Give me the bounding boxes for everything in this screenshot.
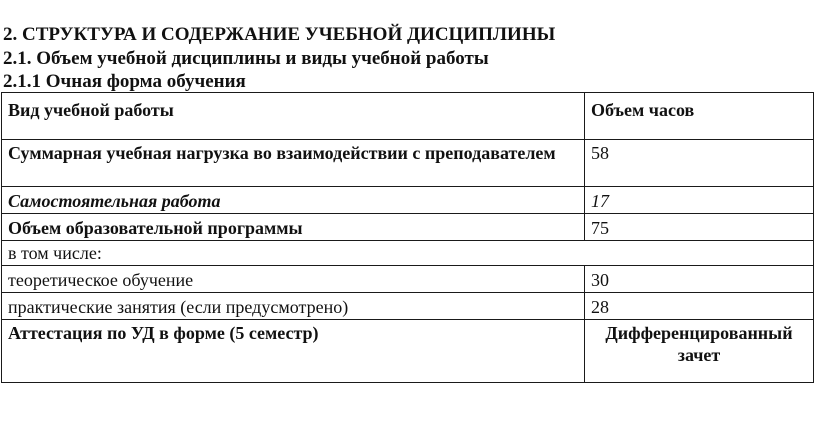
row-value: 75 — [585, 214, 814, 241]
row-label: Аттестация по УД в форме (5 семестр) — [2, 320, 585, 383]
header-work-type: Вид учебной работы — [2, 93, 585, 140]
row-value: Дифференцированный зачет — [585, 320, 814, 383]
header-hours: Объем часов — [585, 93, 814, 140]
row-value: 58 — [585, 140, 814, 187]
table-row — [2, 187, 814, 214]
row-label: в том числе: — [2, 241, 814, 266]
table-row — [2, 293, 814, 320]
sub-subsection-title: 2.1.1 Очная форма обучения — [3, 71, 246, 92]
row-label: Объем образовательной программы — [2, 214, 585, 241]
section-title: 2. СТРУКТУРА И СОДЕРЖАНИЕ УЧЕБНОЙ ДИСЦИПЛИНЫ — [3, 24, 556, 45]
row-value: 17 — [585, 187, 814, 214]
row-label: Суммарная учебная нагрузка во взаимодействии с преподавателем — [2, 140, 585, 187]
table-row — [2, 266, 814, 293]
subsection-title: 2.1. Объем учебной дисциплины и виды учебной работы — [3, 48, 489, 69]
row-label: Самостоятельная работа — [2, 187, 585, 214]
table-row — [2, 214, 814, 241]
table-row — [2, 241, 814, 266]
row-value: 28 — [585, 293, 814, 320]
row-value: 30 — [585, 266, 814, 293]
table-header-row — [2, 93, 814, 140]
table-row — [2, 140, 814, 187]
row-label: теоретическое обучение — [2, 266, 585, 293]
study-hours-table — [1, 92, 814, 383]
row-label: практические занятия (если предусмотрено) — [2, 293, 585, 320]
table-row — [2, 320, 814, 383]
